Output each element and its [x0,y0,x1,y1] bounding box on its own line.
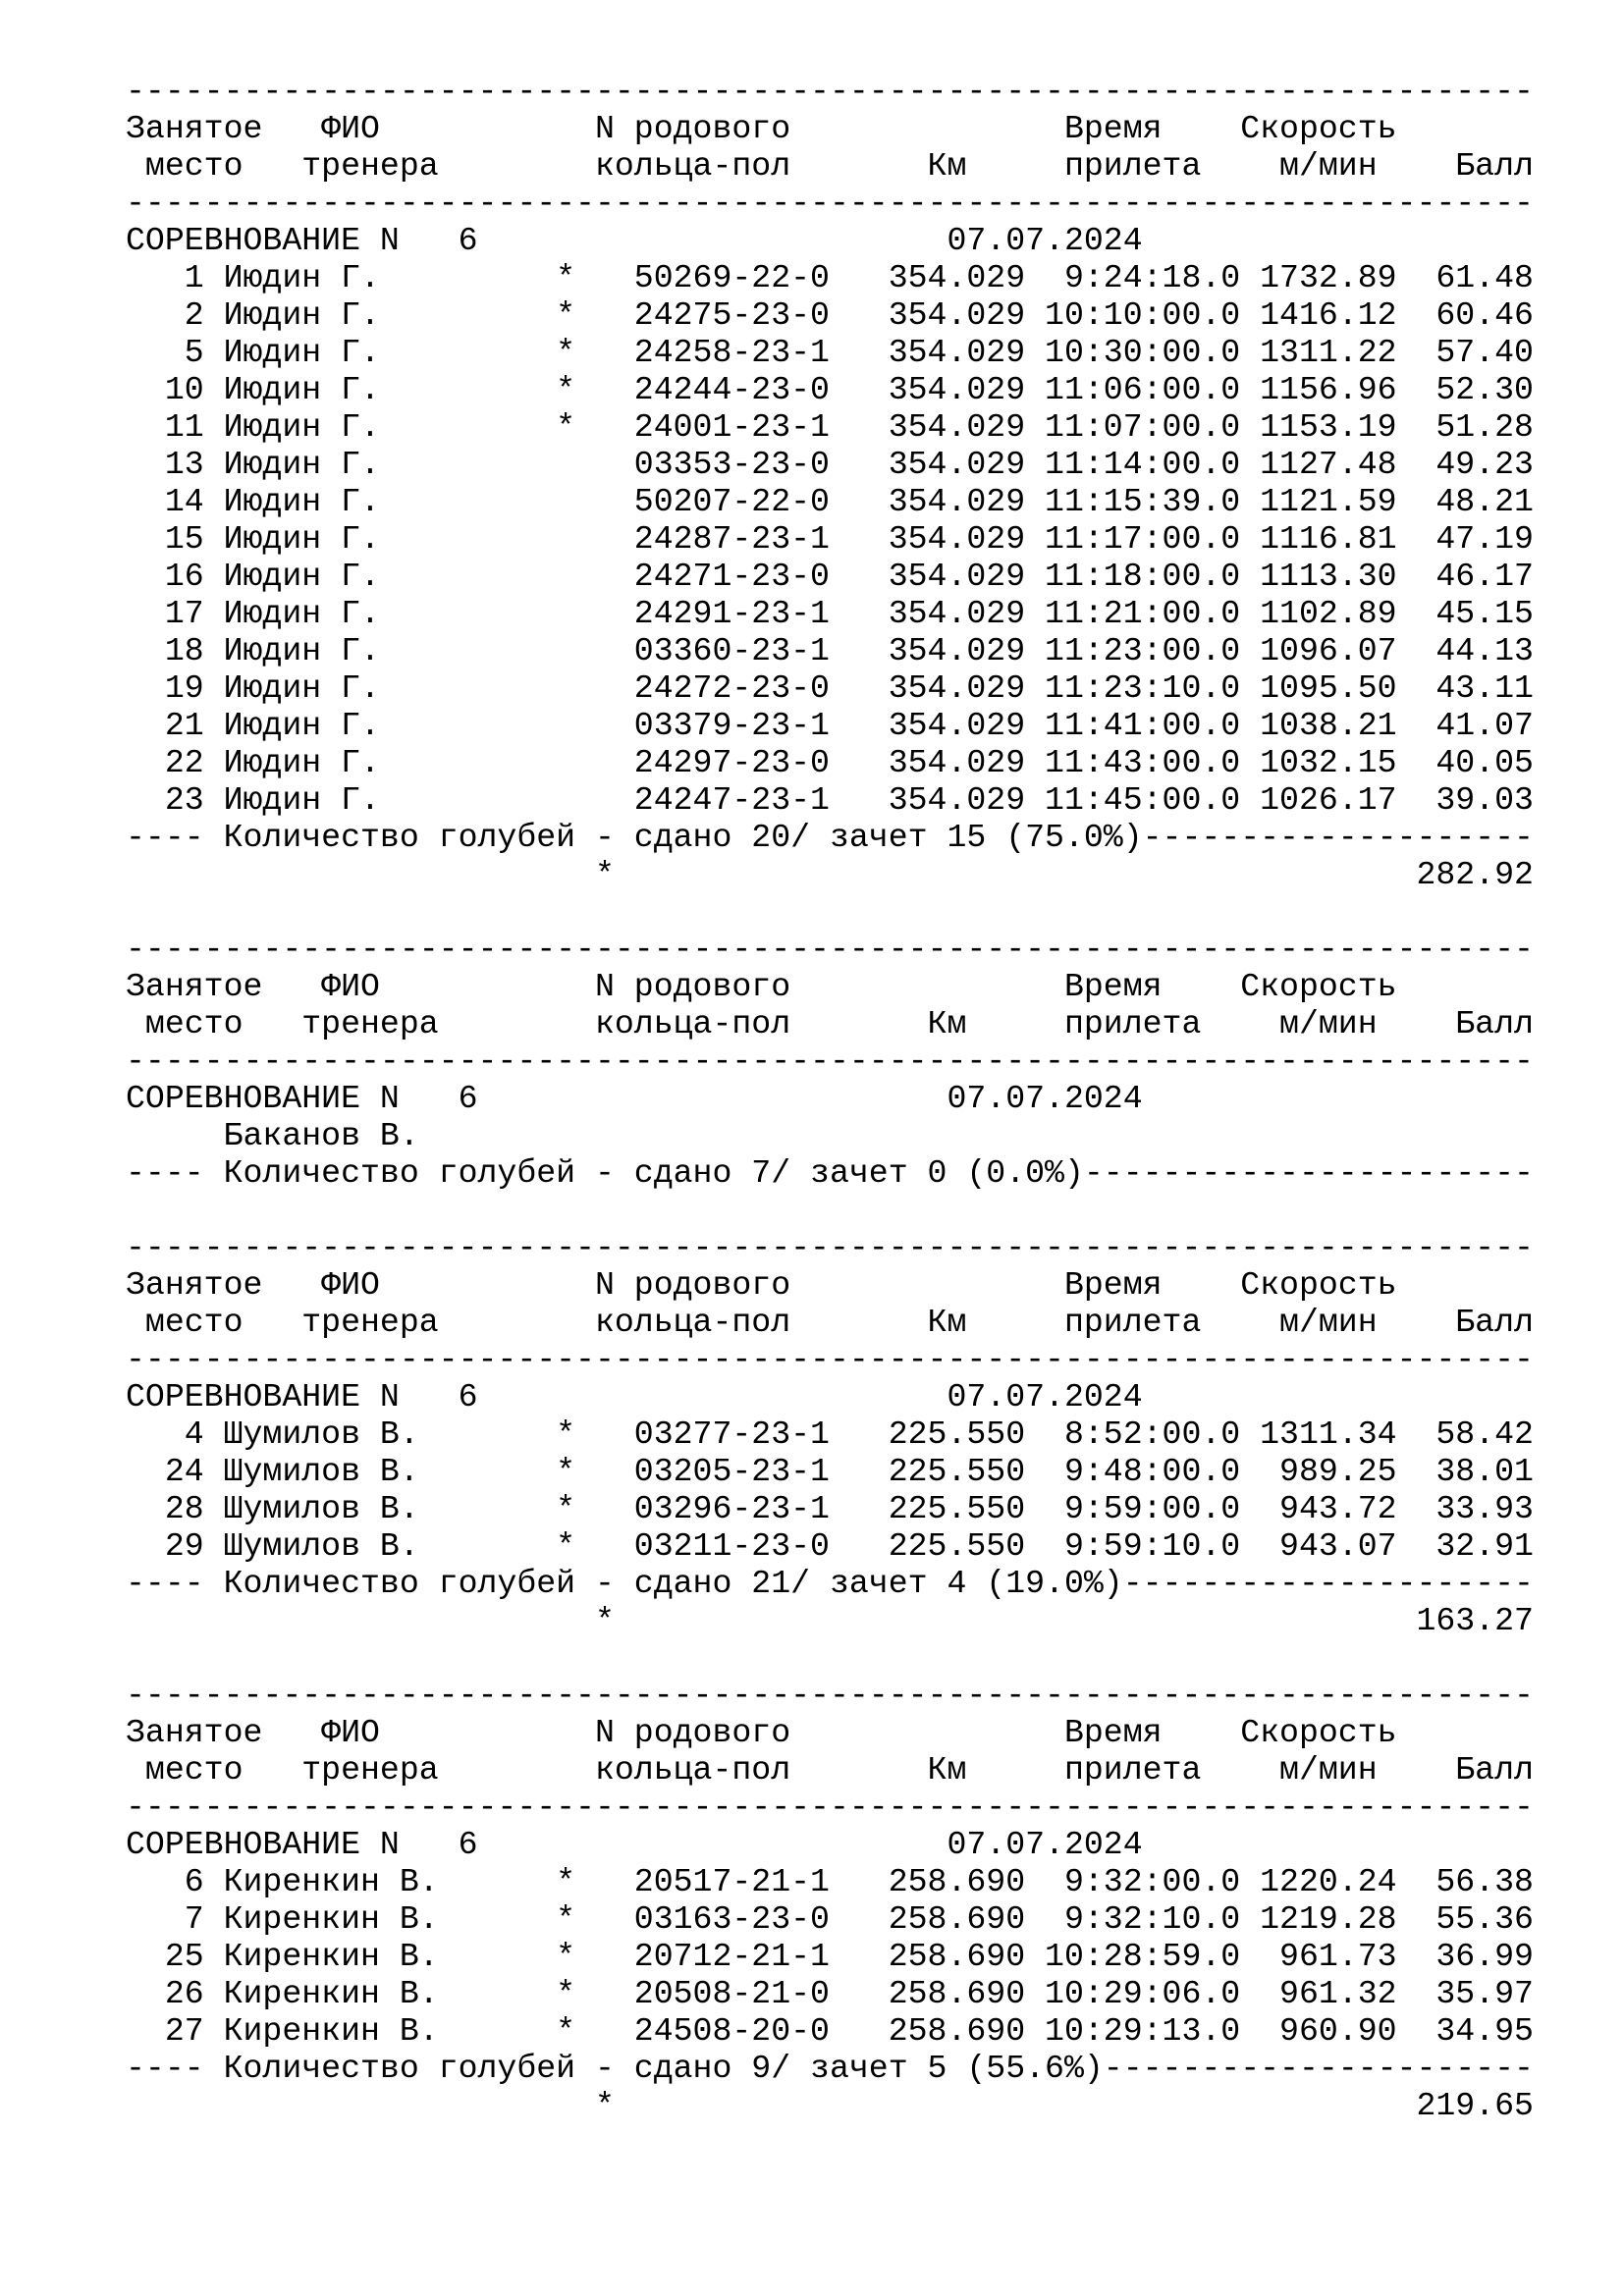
separator-line: ------------------------------------------------------------------------ [126,1229,1534,1266]
result-row: 24 Шумилов В. * 03205-23-1 225.550 9:48:00.0 989.25 38.01 [126,1453,1534,1490]
block-spacer [126,893,1534,931]
result-row: 21 Июдин Г. 03379-23-1 354.029 11:41:00.0 1038.21 41.07 [126,707,1534,744]
result-row: 16 Июдин Г. 24271-23-0 354.029 11:18:00.0 1113.30 46.17 [126,558,1534,595]
result-row: 1 Июдин Г. * 50269-22-0 354.029 9:24:18.0 1732.89 61.48 [126,259,1534,296]
separator-line: ------------------------------------------------------------------------ [126,1677,1534,1714]
result-block [126,1677,1534,2124]
result-row: 14 Июдин Г. 50207-22-0 354.029 11:15:39.0 1121.59 48.21 [126,483,1534,520]
summary-line: ---- Количество голубей - сдано 21/ зачет 4 (19.0%)--------------------- [126,1565,1534,1602]
result-row: 25 Киренкин В. * 20712-21-1 258.690 10:28:59.0 961.73 36.99 [126,1938,1534,1975]
header-line-2: место тренера кольца-пол Км прилета м/мин Балл [126,1751,1534,1789]
header-line-1: Занятое ФИО N родового Время Скорость [126,1714,1397,1751]
separator-line: ------------------------------------------------------------------------ [126,73,1534,110]
separator-line: ------------------------------------------------------------------------ [126,1341,1534,1378]
competition-line: СОРЕВНОВАНИЕ N 6 07.07.2024 [126,222,1143,259]
separator-line: ------------------------------------------------------------------------ [126,931,1534,968]
result-row: 27 Киренкин В. * 24508-20-0 258.690 10:29:13.0 960.90 34.95 [126,2012,1534,2050]
result-row: 15 Июдин Г. 24287-23-1 354.029 11:17:00.0 1116.81 47.19 [126,520,1534,558]
result-row: 2 Июдин Г. * 24275-23-0 354.029 10:10:00.0 1416.12 60.46 [126,296,1534,334]
result-row: 4 Шумилов В. * 03277-23-1 225.550 8:52:00.0 1311.34 58.42 [126,1415,1534,1453]
block-spacer [126,1639,1534,1677]
result-row: 5 Июдин Г. * 24258-23-1 354.029 10:30:00.0 1311.22 57.40 [126,334,1534,371]
result-row: 22 Июдин Г. 24297-23-0 354.029 11:43:00.0 1032.15 40.05 [126,744,1534,781]
result-row: 17 Июдин Г. 24291-23-1 354.029 11:21:00.0 1102.89 45.15 [126,595,1534,632]
result-row: Баканов В. [126,1117,419,1154]
header-line-2: место тренера кольца-пол Км прилета м/мин Балл [126,147,1534,185]
result-block [126,1229,1534,1639]
total-line: * 163.27 [126,1602,1534,1639]
total-line: * 219.65 [126,2087,1534,2124]
result-row: 6 Киренкин В. * 20517-21-1 258.690 9:32:00.0 1220.24 56.38 [126,1863,1534,1900]
competition-line: СОРЕВНОВАНИЕ N 6 07.07.2024 [126,1378,1143,1415]
header-line-1: Занятое ФИО N родового Время Скорость [126,110,1397,147]
separator-line: ------------------------------------------------------------------------ [126,1042,1534,1080]
summary-line: ---- Количество голубей - сдано 20/ зачет 15 (75.0%)-------------------- [126,819,1534,856]
header-line-2: место тренера кольца-пол Км прилета м/мин Балл [126,1304,1534,1341]
total-line: * 282.92 [126,856,1534,893]
result-row: 29 Шумилов В. * 03211-23-0 225.550 9:59:10.0 943.07 32.91 [126,1527,1534,1565]
results-report [126,73,1534,2124]
result-row: 13 Июдин Г. 03353-23-0 354.029 11:14:00.0 1127.48 49.23 [126,446,1534,483]
summary-line: ---- Количество голубей - сдано 7/ зачет 0 (0.0%)----------------------- [126,1154,1534,1192]
result-row: 23 Июдин Г. 24247-23-1 354.029 11:45:00.0 1026.17 39.03 [126,781,1534,819]
header-line-2: место тренера кольца-пол Км прилета м/мин Балл [126,1005,1534,1042]
summary-line: ---- Количество голубей - сдано 9/ зачет 5 (55.6%)---------------------- [126,2050,1534,2087]
result-row: 10 Июдин Г. * 24244-23-0 354.029 11:06:00.0 1156.96 52.30 [126,371,1534,408]
header-line-1: Занятое ФИО N родового Время Скорость [126,968,1397,1005]
result-row: 7 Киренкин В. * 03163-23-0 258.690 9:32:10.0 1219.28 55.36 [126,1900,1534,1938]
result-row: 19 Июдин Г. 24272-23-0 354.029 11:23:10.0 1095.50 43.11 [126,669,1534,707]
result-block [126,73,1534,893]
result-row: 26 Киренкин В. * 20508-21-0 258.690 10:29:06.0 961.32 35.97 [126,1975,1534,2012]
result-row: 11 Июдин Г. * 24001-23-1 354.029 11:07:00.0 1153.19 51.28 [126,408,1534,446]
separator-line: ------------------------------------------------------------------------ [126,185,1534,222]
competition-line: СОРЕВНОВАНИЕ N 6 07.07.2024 [126,1080,1143,1117]
separator-line: ------------------------------------------------------------------------ [126,1789,1534,1826]
block-spacer [126,1192,1534,1229]
header-line-1: Занятое ФИО N родового Время Скорость [126,1266,1397,1304]
result-row: 28 Шумилов В. * 03296-23-1 225.550 9:59:00.0 943.72 33.93 [126,1490,1534,1527]
result-block [126,931,1534,1192]
competition-line: СОРЕВНОВАНИЕ N 6 07.07.2024 [126,1826,1143,1863]
result-row: 18 Июдин Г. 03360-23-1 354.029 11:23:00.0 1096.07 44.13 [126,632,1534,669]
